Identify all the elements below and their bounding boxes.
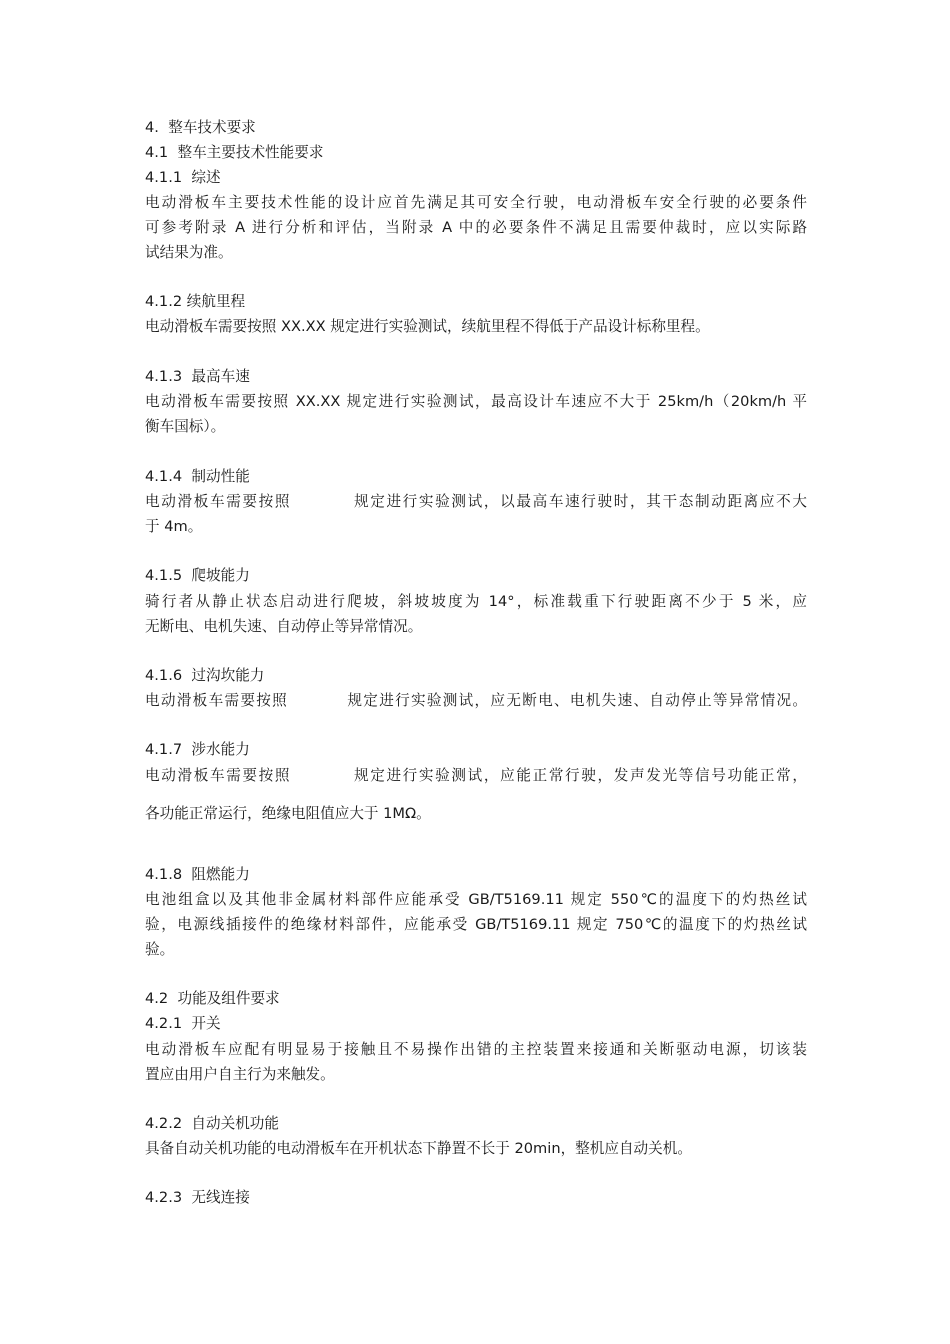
body-line: 衡车国标）。 <box>145 418 226 435</box>
body-line: 各功能正常运行，绝缘电阻值应大于 1MΩ。 <box>145 805 431 822</box>
body-line: 于 4m。 <box>145 518 203 535</box>
clause-heading: 4.2.1 开关 <box>145 1015 221 1032</box>
clause-heading: 4.1.8 阻燃能力 <box>145 866 250 883</box>
body-line: 可参考附录 A 进行分析和评估，当附录 A 中的必要条件不满足且需要仲裁时，应以实际路 <box>145 219 807 236</box>
clause-heading: 4.1.3 最高车速 <box>145 368 250 385</box>
body-line: 电动滑板车应配有明显易于接触且不易操作出错的主控装置来接通和关断驱动电源，切该装 <box>145 1041 807 1058</box>
body-line: 电池组盒以及其他非金属材料部件应能承受 GB/T5169.11 规定 550℃的温度下的灼热丝试 <box>145 891 807 908</box>
clause-heading: 4.1.6 过沟坎能力 <box>145 667 265 684</box>
clause-heading: 4.2.2 自动关机功能 <box>145 1115 279 1132</box>
body-line: 无断电、电机失速、自动停止等异常情况。 <box>145 618 423 635</box>
clause-heading: 4.1.5 爬坡能力 <box>145 567 250 584</box>
subsection-heading: 4.1 整车主要技术性能要求 <box>145 144 324 161</box>
clause-heading: 4.1.2 续航里程 <box>145 293 246 310</box>
body-line: 骑行者从静止状态启动进行爬坡，斜坡坡度为 14°，标准载重下行驶距离不少于 5 米，应 <box>145 593 807 610</box>
body-line: 电动滑板车主要技术性能的设计应首先满足其可安全行驶，电动滑板车安全行驶的必要条件 <box>145 194 807 211</box>
clause-heading: 4.1.4 制动性能 <box>145 468 250 485</box>
body-line: 电动滑板车需要按照 XX.XX 规定进行实验测试，最高设计车速应不大于 25km/h（20km/h 平 <box>145 393 807 410</box>
body-line: 验，电源线插接件的绝缘材料部件，应能承受 GB/T5169.11 规定 750℃的温度下的灼热丝试 <box>145 916 807 933</box>
body-line: 电动滑板车需要按照 规定进行实验测试，应无断电、电机失速、自动停止等异常情况。 <box>145 692 807 709</box>
body-line: 试结果为准。 <box>145 244 233 261</box>
clause-heading: 4.2.3 无线连接 <box>145 1189 250 1206</box>
body-line: 电动滑板车需要按照 规定进行实验测试，应能正常行驶，发声发光等信号功能正常， <box>145 767 807 784</box>
body-line: 置应由用户自主行为来触发。 <box>145 1066 335 1083</box>
clause-heading: 4.1.7 涉水能力 <box>145 741 250 758</box>
body-line: 验。 <box>145 941 175 958</box>
body-line: 电动滑板车需要按照 规定进行实验测试，以最高车速行驶时，其干态制动距离应不大 <box>145 493 807 510</box>
clause-heading: 4.1.1 综述 <box>145 169 221 186</box>
body-line: 具备自动关机功能的电动滑板车在开机状态下静置不长于 20min，整机应自动关机。 <box>145 1140 692 1157</box>
body-line: 电动滑板车需要按照 XX.XX 规定进行实验测试，续航里程不得低于产品设计标称里程。 <box>145 318 710 335</box>
section-heading: 4. 整车技术要求 <box>145 119 256 136</box>
subsection-heading: 4.2 功能及组件要求 <box>145 990 280 1007</box>
